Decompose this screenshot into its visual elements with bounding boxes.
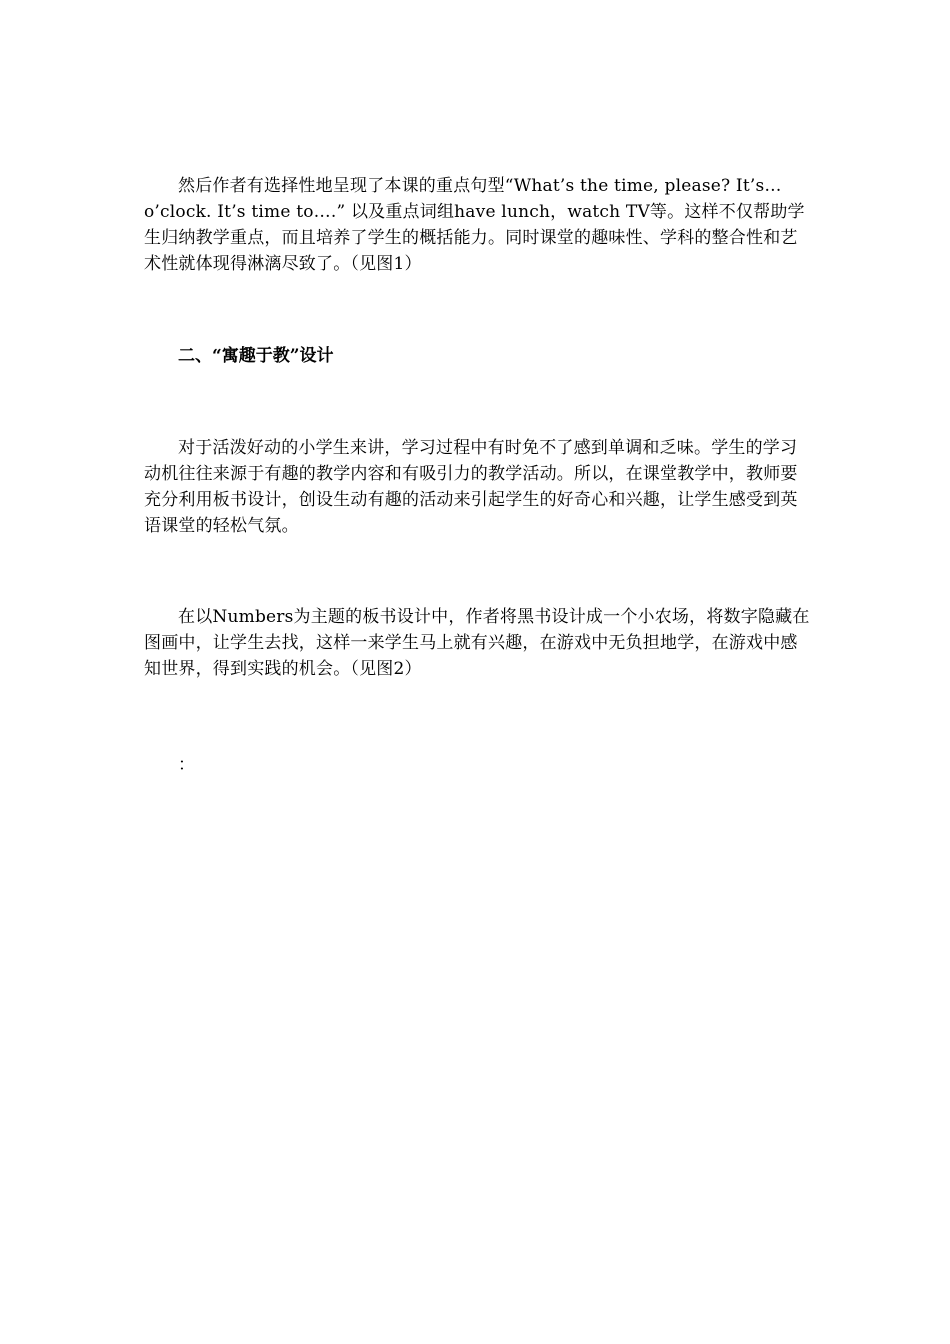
trailing-colon: ： xyxy=(178,755,195,775)
paragraph-interest-motivation: 对于活泼好动的小学生来讲，学习过程中有时免不了感到单调和乏味。学生的学习动机往往来源于有趣的教学内容和有吸引力的教学活动。所以，在课堂教学中，教师要充分利用板书设计，创设生动有趣的活动来引起学生的好奇心和兴趣，让学生感受到英语课堂的轻松气氛。 xyxy=(144,438,798,536)
paragraph-key-sentences: 然后作者有选择性地呈现了本课的重点句型“What’s the time, please? It’s… o’clock. It’s time to….” 以及重点词组have lunch，watch TV等。这样不仅帮助学生归纳教学重点，而且培养了学生的概括能力。同时课堂的趣味性、学科的整合性和艺术性就体现得淋漓尽致了。（见图1） xyxy=(144,176,805,274)
paragraph-numbers-farm: 在以Numbers为主题的板书设计中，作者将黑书设计成一个小农场，将数字隐藏在图画中，让学生去找，这样一来学生马上就有兴趣，在游戏中无负担地学，在游戏中感知世界，得到实践的机会。（见图2） xyxy=(144,607,810,679)
section-heading-2: 二、“寓趣于教”设计 xyxy=(178,346,334,366)
